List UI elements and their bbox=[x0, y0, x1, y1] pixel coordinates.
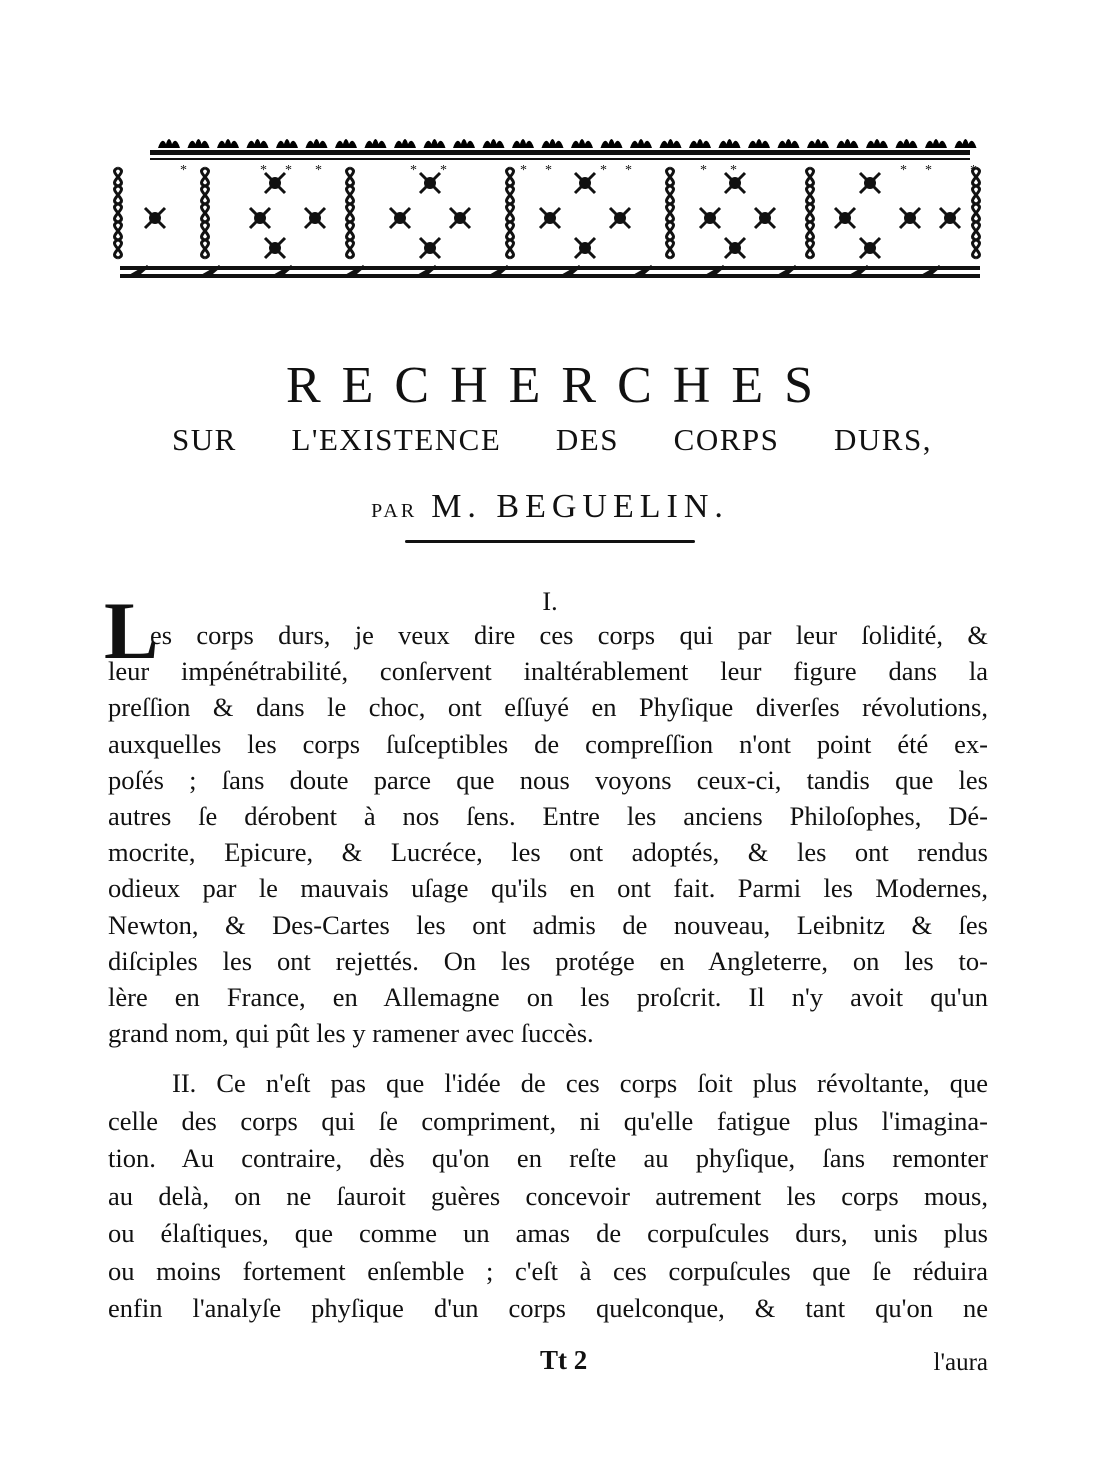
star-icon: * bbox=[180, 163, 187, 178]
crown-icon bbox=[542, 139, 564, 148]
crown-icon bbox=[689, 139, 711, 148]
star-icon: * bbox=[925, 163, 932, 178]
text-line: diſciples les ont rejettés. On les protége en Angleterre, on les to- bbox=[108, 945, 988, 976]
subtitle-word: DES bbox=[555, 422, 619, 457]
crown-icon bbox=[306, 139, 328, 148]
star-icon: * bbox=[730, 163, 737, 178]
star-icon: * bbox=[315, 163, 322, 178]
crown-icon bbox=[896, 139, 918, 148]
crown-icon bbox=[837, 139, 859, 148]
cross-motif-icon bbox=[725, 238, 745, 258]
star-icon: * bbox=[285, 163, 292, 178]
crown-icon bbox=[571, 139, 593, 148]
cross-motif-icon bbox=[610, 208, 630, 228]
subtitle-word: L'EXISTENCE bbox=[291, 422, 502, 457]
cross-motif-icon bbox=[700, 208, 720, 228]
cross-motif-icon bbox=[305, 208, 325, 228]
cross-motif-icon bbox=[835, 208, 855, 228]
star-icon: * bbox=[600, 163, 607, 178]
crown-icon bbox=[247, 139, 269, 148]
crown-icon bbox=[748, 139, 770, 148]
cross-motif-icon bbox=[900, 208, 920, 228]
subtitle-word: CORPS bbox=[673, 422, 780, 457]
crown-icon bbox=[778, 139, 800, 148]
cross-motif-icon bbox=[575, 173, 595, 193]
crown-icon bbox=[925, 139, 947, 148]
cross-motif-icon bbox=[420, 173, 440, 193]
page-subtitle bbox=[172, 424, 932, 455]
star-icon: * bbox=[545, 163, 552, 178]
cross-motif-icon bbox=[390, 208, 410, 228]
text-line: II. Ce n'eſt pas que l'idée de ces corps ſoit plus révoltante, que bbox=[172, 1068, 988, 1098]
cross-motif-icon bbox=[860, 173, 880, 193]
drop-cap: L bbox=[104, 585, 159, 676]
crown-icon bbox=[483, 139, 505, 148]
star-icon: * bbox=[625, 163, 632, 178]
cross-motif-icon bbox=[250, 208, 270, 228]
star-icon: * bbox=[410, 163, 417, 178]
text-line: grand nom, qui pût les y ramener avec ſuccès. bbox=[108, 1018, 594, 1049]
text-line: au delà, on ne ſauroit guères concevoir autrement les corps mous, bbox=[108, 1180, 988, 1211]
crown-icon bbox=[276, 139, 298, 148]
text-line: celle des corps qui ſe compriment, ni qu'elle fatigue plus l'imagina- bbox=[108, 1105, 988, 1136]
crown-icon bbox=[365, 139, 387, 148]
cross-motif-icon bbox=[145, 208, 165, 228]
crown-icon bbox=[807, 139, 829, 148]
cross-motif-icon bbox=[265, 173, 285, 193]
text-line: ou moins fortement enſemble ; c'eſt à ces corpuſcules que ſe réduira bbox=[108, 1255, 988, 1286]
star-icon: * bbox=[260, 163, 267, 178]
page-title: RECHERCHES bbox=[285, 357, 835, 414]
crown-icon bbox=[955, 139, 977, 148]
section-number: I. bbox=[542, 587, 558, 616]
crown-icon bbox=[394, 139, 416, 148]
text-line: Newton, & Des-Cartes les ont admis de nouveau, Leibnitz & ſes bbox=[108, 909, 988, 940]
star-icon: * bbox=[700, 163, 707, 178]
crown-border-top bbox=[150, 150, 970, 160]
catchword: l'aura bbox=[933, 1349, 988, 1376]
text-line: mocrite, Epicure, & Lucréce, les ont adoptés, & les ont rendus bbox=[108, 837, 988, 868]
crown-icon bbox=[335, 139, 357, 148]
star-icon: * bbox=[520, 163, 527, 178]
cross-motif-icon bbox=[450, 208, 470, 228]
crown-icon bbox=[660, 139, 682, 148]
crown-icon bbox=[630, 139, 652, 148]
text-line: autres ſe dérobent à nos ſens. Entre les anciens Philoſophes, Dé- bbox=[108, 801, 988, 831]
text-line: leur impénétrabilité, conſervent inaltérablement leur figure dans la bbox=[108, 656, 988, 687]
text-line: tion. Au contraire, dès qu'on en reſte au phyſique, ſans remonter bbox=[108, 1143, 988, 1173]
star-icon: * bbox=[900, 163, 907, 178]
star-icon: * bbox=[970, 163, 977, 178]
title-rule bbox=[405, 540, 695, 543]
crown-icon bbox=[719, 139, 741, 148]
byline bbox=[0, 490, 1100, 524]
text-line: poſés ; ſans doute parce que nous voyons ceux-ci, tandis que les bbox=[108, 764, 988, 795]
text-line: es corps durs, je veux dire ces corps qui par leur ſolidité, & bbox=[150, 620, 988, 650]
crown-ornament-row bbox=[158, 139, 977, 148]
crown-icon bbox=[188, 139, 210, 148]
text-line: preſſion & dans le choc, ont eſſuyé en Phyſique diverſes révolutions, bbox=[108, 692, 988, 723]
crown-icon bbox=[866, 139, 888, 148]
crown-icon bbox=[601, 139, 623, 148]
author-name: M. BEGUELIN. bbox=[431, 488, 729, 525]
cross-motif-icon bbox=[755, 208, 775, 228]
cross-motif-icon bbox=[420, 238, 440, 258]
text-line: odieux par le mauvais uſage qu'ils en ont fait. Parmi les Modernes, bbox=[108, 873, 988, 904]
crown-icon bbox=[453, 139, 475, 148]
cross-motif-icon bbox=[540, 208, 560, 228]
crown-icon bbox=[424, 139, 446, 148]
text-line: lère en France, en Allemagne on les proſcrit. Il n'y avoit qu'un bbox=[108, 982, 988, 1012]
byline-prefix: PAR bbox=[371, 500, 418, 522]
star-icon: * bbox=[440, 163, 447, 178]
cross-motif-icon bbox=[940, 208, 960, 228]
subtitle-word: DURS, bbox=[834, 422, 932, 457]
cross-motif-icon bbox=[265, 238, 285, 258]
text-line: enfin l'analyſe phyſique d'un corps quelconque, & tant qu'on ne bbox=[108, 1293, 988, 1323]
crown-icon bbox=[158, 139, 180, 148]
subtitle-word: SUR bbox=[172, 422, 237, 457]
text-line: ou élaſtiques, que comme un amas de corpuſcules durs, unis plus bbox=[108, 1218, 988, 1248]
text-line: auxquelles les corps ſuſceptibles de compreſſion n'ont point été ex- bbox=[108, 728, 988, 759]
signature-mark: Tt 2 bbox=[540, 1345, 588, 1375]
crown-icon bbox=[512, 139, 534, 148]
cross-motif-icon bbox=[575, 238, 595, 258]
ornamental-headpiece bbox=[110, 128, 998, 278]
cross-motif-icon bbox=[860, 238, 880, 258]
crown-icon bbox=[217, 139, 239, 148]
floral-motif-row bbox=[145, 163, 977, 258]
